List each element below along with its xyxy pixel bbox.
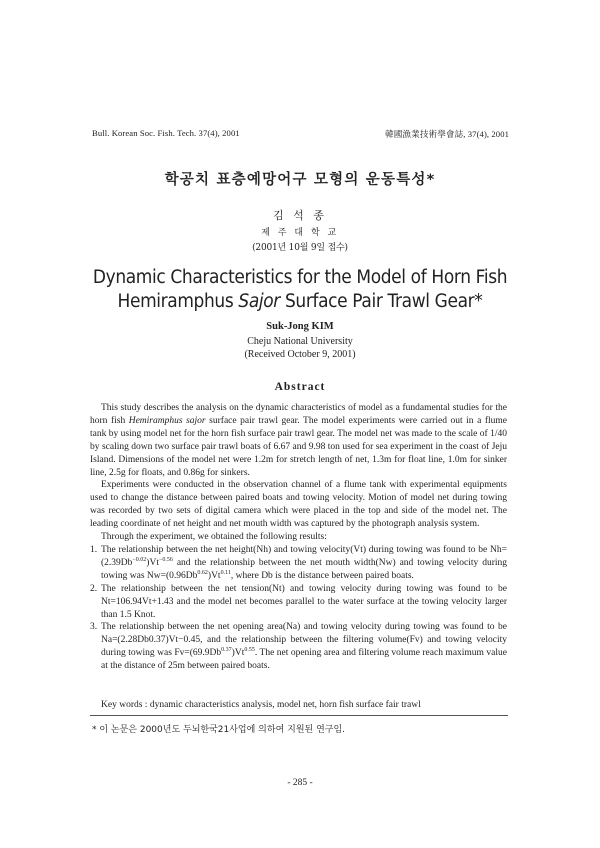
english-affiliation: Cheju National University: [247, 336, 353, 347]
results-list: [90, 544, 507, 673]
title-species-italic: Sajor: [238, 291, 280, 312]
korean-received-date: (2001년 10월 9일 접수): [252, 243, 348, 253]
footnote: * 이 논문은 2000년도 두뇌한국21사업에 의하여 지원된 연구임.: [92, 725, 346, 735]
r3-t1: The relationship between the net opening area(Na) and towing velocity during towing was found to be Na=(2.28Db0.37)Vt: [101, 622, 507, 646]
r3-t3: )Vt: [231, 648, 245, 659]
korean-author: 김 석 종: [273, 209, 327, 222]
r1-s3: 0.62: [197, 569, 208, 576]
r1-t4: )Vt: [207, 570, 221, 581]
r2-text: The relationship between the net tension(Nt) and towing velocity during towing was found to be Nt=106.94Vt+1.43 and the model net becomes parallel to the water surface at the towing velocity larger than 1.5 Knot.: [101, 583, 507, 620]
result-item-1: [90, 544, 507, 583]
abstract-body: [90, 402, 507, 673]
r1-t1: The relationship between the net height(Nh) and towing velocity(Vt) during towing was found to be Nh=(2.39Db: [101, 544, 507, 568]
r1-s4: 0.11: [220, 569, 231, 576]
r1-t2: )Vt: [146, 557, 159, 568]
abstract-paragraph-2: Experiments were conducted in the observation channel of a flume tank with experimental equipments used to change the distance between paired boats and towing velocity. Motion of model net during towing was recorded by two sets of digital camera which were placed in the top and side of the model net. The leading coordinate of net height and net mouth width was captured by the photograph analysis system.: [90, 480, 507, 530]
page-number: - 285 -: [287, 778, 313, 788]
r1-s1: −0.02: [132, 556, 147, 563]
abstract-heading: Abstract: [274, 381, 326, 393]
result-number: 1.: [90, 544, 98, 555]
english-author: Suk-Jong KIM: [266, 321, 334, 332]
p1-species-italic: Hemiramphus sajor: [128, 415, 206, 426]
title-rest: Surface Pair Trawl Gear*: [279, 291, 483, 312]
r1-t5: , where Db is the distance between paired boats.: [230, 570, 414, 581]
english-received-date: (Received October 9, 2001): [244, 349, 356, 360]
english-title: [24, 266, 576, 314]
r3-t4: . The net opening area and filtering volume reach maximum value at the distance of 25m between paired boats.: [101, 648, 507, 672]
abstract-paragraph-1: [90, 402, 507, 479]
abstract-paragraph-3: Through the experiment, we obtained the following results:: [101, 532, 327, 543]
english-title-line2: [24, 290, 576, 314]
title-genus: Hemiramphus: [117, 291, 239, 312]
p1-text-a: This study describes the analysis on the dynamic characteristics of model as a fundamental studies for the horn fish: [90, 403, 507, 426]
r3-s2: 0.55: [244, 647, 255, 654]
result-number: 2.: [90, 583, 98, 594]
result-item-3: [90, 621, 507, 673]
r3-s1: 0.37: [221, 647, 232, 654]
footnote-divider: [90, 715, 508, 716]
korean-affiliation: 제 주 대 학 교: [261, 228, 339, 238]
result-item-2: [90, 583, 507, 622]
r1-t3: and the relationship between the net mouth width(Nw) and towing velocity during towing was Nw=(0.96Db: [101, 557, 507, 581]
r3-t2: −0.45, and the relationship between the filtering volume(Fv) and towing velocity during towing was Fv=(69.9Db: [101, 635, 507, 659]
keywords: Key words : dynamic characteristics analysis, model net, horn fish surface fair trawl: [101, 700, 421, 710]
p1-text-b: surface pair trawl gear. The model experiments were carried out in a flume tank by using model net for the horn fish surface pair trawl gear. The model net was made to the scale of 1/40 by scaling down two surface pair trawl boats of 6.67 and 9.98 ton used for sea experiment in the coast of Jeju Island. Dimensions of the model net were 1.2m for stretch length of net, 1.3m for float line, 1.0m for sinker line, 2.5g for floats, and 0.86g for sinkers.: [90, 415, 507, 478]
r1-s2: −0.56: [158, 556, 173, 563]
journal-header-right: 韓國漁業技術學會誌, 37(4), 2001: [385, 129, 509, 139]
english-title-line1: Dynamic Characteristics for the Model of Horn Fish: [92, 267, 508, 288]
korean-title: 학공치 표층예망어구 모형의 운동특성*: [164, 172, 436, 188]
result-number: 3.: [90, 622, 98, 633]
journal-header-left: Bull. Korean Soc. Fish. Tech. 37(4), 2001: [92, 128, 240, 138]
